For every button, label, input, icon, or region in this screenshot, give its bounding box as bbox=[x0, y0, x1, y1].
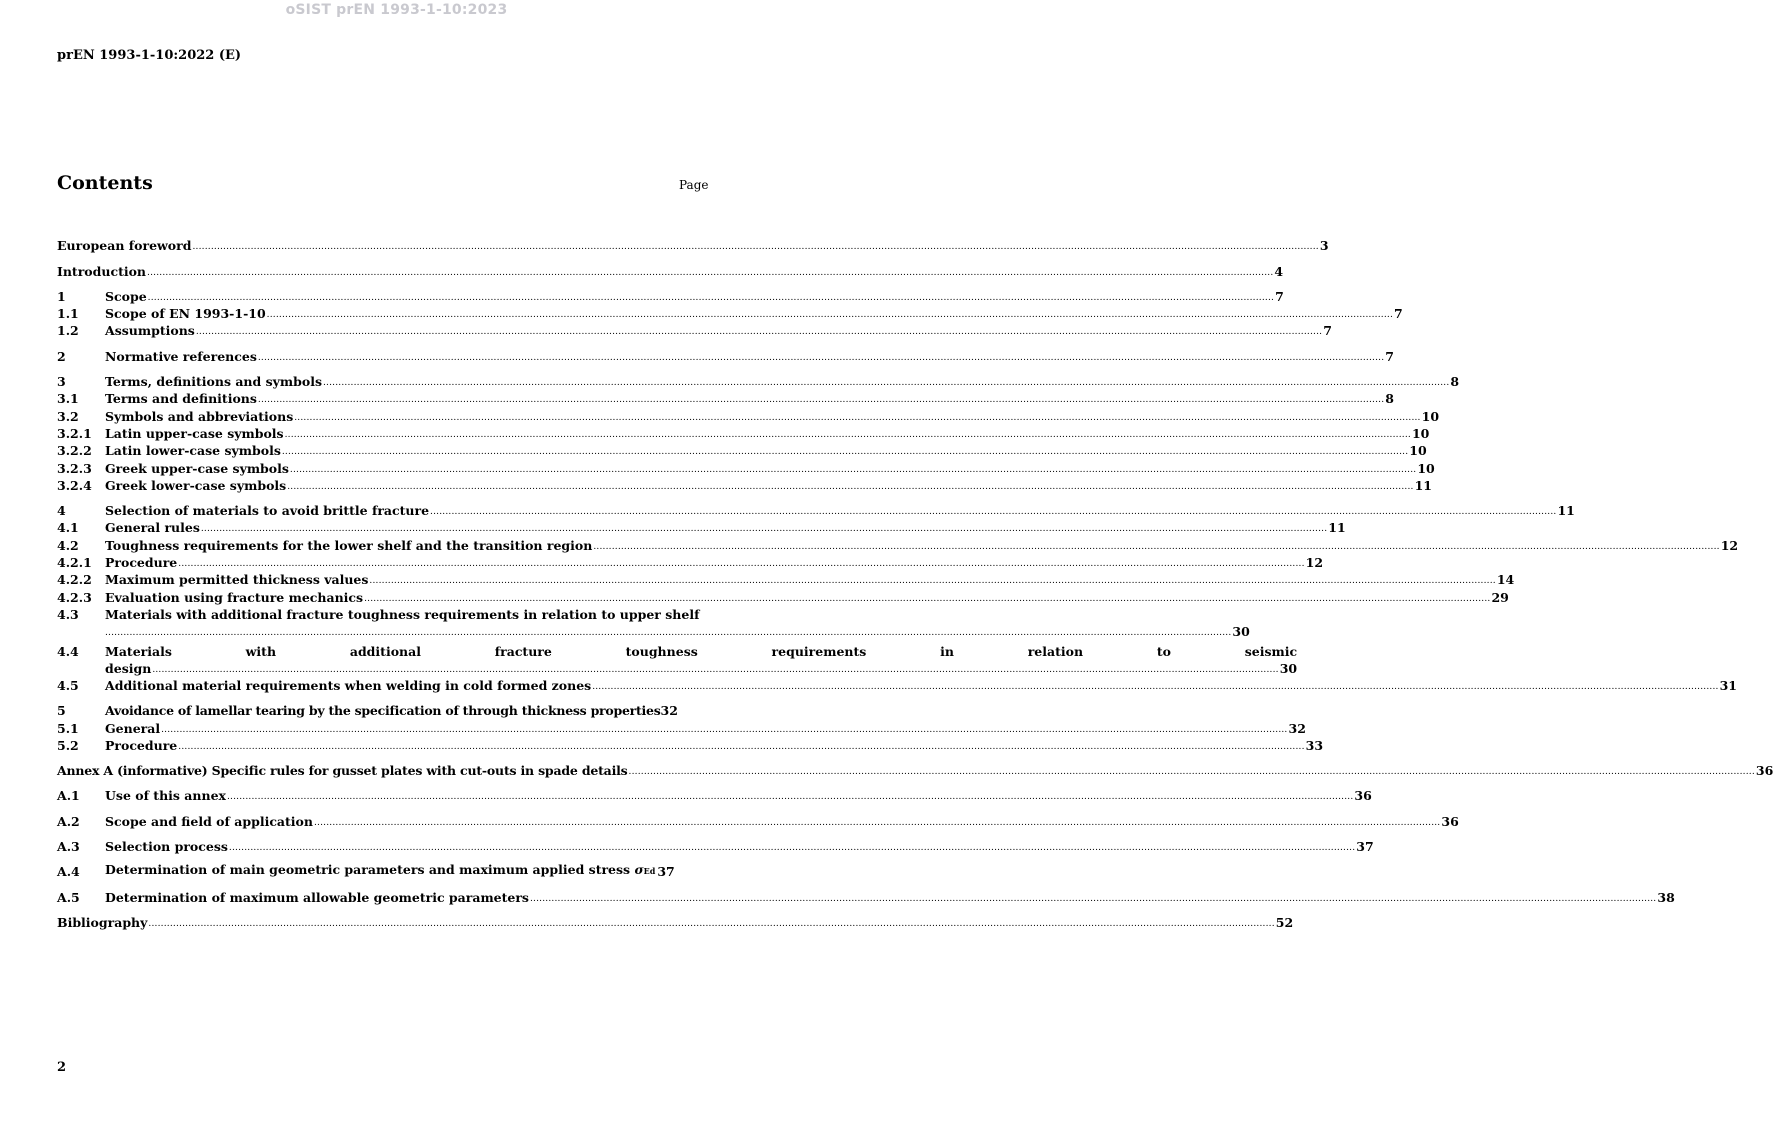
toc-entry-3-2-2[interactable] bbox=[57, 442, 1427, 459]
toc-title: Avoidance of lamellar tearing by the specification of through thickness properties bbox=[105, 703, 661, 719]
toc-title: Terms, definitions and symbols bbox=[105, 374, 322, 390]
toc-number: 1.2 bbox=[57, 323, 79, 339]
toc-title: General bbox=[105, 720, 161, 736]
toc-entry-5-2[interactable] bbox=[57, 737, 1324, 754]
toc-number: 3.2.1 bbox=[57, 425, 92, 441]
toc-title-line2: design bbox=[105, 660, 152, 676]
toc-leader: ................................................................................................................................................................................................................................................................................................................................................................................ bbox=[152, 664, 1279, 675]
toc-number: 4.4 bbox=[57, 643, 79, 659]
toc-number: 4.2 bbox=[57, 537, 79, 553]
toc-leader: ................................................................................................................................................................................................................................................................................................................................................................................ bbox=[227, 792, 1354, 803]
toc-title: Selection process bbox=[105, 839, 228, 855]
toc-leader: ................................................................................................................................................................................................................................................................................................................................................................................ bbox=[161, 724, 1288, 735]
toc-leader: ................................................................................................................................................................................................................................................................................................................................................................................ bbox=[592, 681, 1719, 692]
toc-leader: ................................................................................................................................................................................................................................................................................................................................................................................ bbox=[628, 767, 1755, 778]
toc-entry-bibliography[interactable] bbox=[57, 914, 1294, 931]
table-of-contents bbox=[57, 237, 1773, 931]
toc-number: 5 bbox=[57, 703, 66, 719]
toc-leader: ................................................................................................................................................................................................................................................................................................................................................................................ bbox=[195, 327, 1323, 338]
toc-page: 12 bbox=[1720, 537, 1739, 553]
toc-page: 8 bbox=[1385, 391, 1394, 407]
toc-title: Assumptions bbox=[105, 323, 195, 339]
toc-entry-a-1[interactable] bbox=[57, 787, 1372, 804]
toc-entry-4-2-2[interactable] bbox=[57, 571, 1515, 588]
toc-entry-4-3[interactable] bbox=[57, 606, 1250, 640]
toc-title: Greek upper-case symbols bbox=[105, 460, 289, 476]
watermark: oSIST prEN 1993-1-10:2023 bbox=[285, 2, 508, 18]
toc-entry-a-4[interactable] bbox=[57, 862, 675, 880]
toc-leader: ................................................................................................................................................................................................................................................................................................................................................................................ bbox=[178, 741, 1305, 752]
toc-entry-3-1[interactable] bbox=[57, 390, 1394, 407]
toc-title: General rules bbox=[105, 520, 200, 536]
toc-number: 3.2.2 bbox=[57, 443, 92, 459]
toc-title: Scope bbox=[105, 288, 147, 304]
toc-number: 3.2.3 bbox=[57, 460, 92, 476]
toc-number: 1.1 bbox=[57, 306, 79, 322]
toc-leader: ................................................................................................................................................................................................................................................................................................................................................................................ bbox=[313, 817, 1441, 828]
toc-leader: ................................................................................................................................................................................................................................................................................................................................................................................ bbox=[105, 627, 1232, 638]
toc-number: 4.2.2 bbox=[57, 572, 92, 588]
page-column-label: Page bbox=[679, 178, 709, 192]
toc-leader: ................................................................................................................................................................................................................................................................................................................................................................................ bbox=[228, 843, 1356, 854]
toc-page: 31 bbox=[1719, 677, 1737, 693]
toc-title: Maximum permitted thickness values bbox=[105, 572, 369, 588]
toc-page: 11 bbox=[1557, 503, 1575, 519]
toc-leader: ................................................................................................................................................................................................................................................................................................................................................................................ bbox=[593, 541, 1720, 552]
toc-entry-a-5[interactable] bbox=[57, 888, 1675, 905]
toc-page: 32 bbox=[1288, 720, 1306, 736]
toc-number: 4.2.1 bbox=[57, 555, 92, 571]
toc-page: 7 bbox=[1385, 348, 1394, 364]
toc-page: 30 bbox=[1279, 660, 1298, 676]
toc-entry-3-2-1[interactable] bbox=[57, 425, 1430, 442]
toc-entry-3-2[interactable] bbox=[57, 407, 1440, 424]
toc-title: Use of this annex bbox=[105, 788, 226, 804]
toc-entry-2[interactable] bbox=[57, 347, 1394, 364]
toc-page: 52 bbox=[1275, 914, 1294, 930]
toc-leader: ................................................................................................................................................................................................................................................................................................................................................................................ bbox=[147, 292, 1275, 303]
toc-entry-4-1[interactable] bbox=[57, 519, 1346, 536]
toc-leader: ................................................................................................................................................................................................................................................................................................................................................................................ bbox=[364, 593, 1491, 604]
toc-page: 10 bbox=[1421, 408, 1440, 424]
toc-leader: ................................................................................................................................................................................................................................................................................................................................................................................ bbox=[147, 267, 1274, 278]
toc-page: 36 bbox=[1441, 813, 1459, 829]
toc-entry-4-2[interactable] bbox=[57, 536, 1739, 553]
toc-leader: ................................................................................................................................................................................................................................................................................................................................................................................ bbox=[287, 481, 1414, 492]
toc-number: A.2 bbox=[57, 813, 80, 829]
toc-title: Introduction bbox=[57, 263, 147, 279]
toc-title: Selection of materials to avoid brittle fracture bbox=[105, 503, 430, 519]
toc-entry-1[interactable] bbox=[57, 288, 1284, 305]
toc-title: Normative references bbox=[105, 348, 257, 364]
page-number: 2 bbox=[57, 1060, 67, 1075]
toc-entry-1-2[interactable] bbox=[57, 322, 1332, 339]
toc-page: 12 bbox=[1305, 555, 1324, 571]
toc-leader: ................................................................................................................................................................................................................................................................................................................................................................................ bbox=[323, 378, 1450, 389]
toc-entry-4-2-1[interactable] bbox=[57, 554, 1324, 571]
toc-leader: ................................................................................................................................................................................................................................................................................................................................................................................ bbox=[178, 559, 1305, 570]
sigma-ed-symbol: σEd bbox=[634, 862, 656, 878]
toc-leader: ................................................................................................................................................................................................................................................................................................................................................................................ bbox=[284, 429, 1411, 440]
toc-entry-4-2-3[interactable] bbox=[57, 588, 1509, 605]
toc-page: 38 bbox=[1657, 889, 1675, 905]
toc-page: 33 bbox=[1305, 737, 1324, 753]
toc-page: 36 bbox=[1755, 763, 1773, 779]
toc-entry-3[interactable] bbox=[57, 373, 1460, 390]
toc-title: Procedure bbox=[105, 555, 178, 571]
toc-leader: ................................................................................................................................................................................................................................................................................................................................................................................ bbox=[529, 893, 1657, 904]
toc-page: 30 bbox=[1232, 623, 1250, 639]
toc-number: 2 bbox=[57, 348, 66, 364]
toc-entry-a-3[interactable] bbox=[57, 838, 1374, 855]
toc-page: 7 bbox=[1394, 306, 1403, 322]
toc-number: 3.2.4 bbox=[57, 477, 92, 493]
toc-entry-3-2-3[interactable] bbox=[57, 459, 1435, 476]
toc-entry-5[interactable] bbox=[57, 702, 678, 719]
toc-entry-4-5[interactable] bbox=[57, 677, 1737, 694]
toc-title: Evaluation using fracture mechanics bbox=[105, 589, 364, 605]
toc-entry-4-4[interactable] bbox=[57, 643, 1298, 677]
toc-page: 11 bbox=[1328, 520, 1346, 536]
toc-title: European foreword bbox=[57, 238, 192, 254]
toc-leader: ................................................................................................................................................................................................................................................................................................................................................................................ bbox=[257, 352, 1385, 363]
toc-page: 8 bbox=[1450, 374, 1460, 390]
toc-leader: ................................................................................................................................................................................................................................................................................................................................................................................ bbox=[369, 576, 1496, 587]
toc-number: 4 bbox=[57, 503, 66, 519]
toc-number: 4.1 bbox=[57, 520, 79, 536]
toc-title: Additional material requirements when welding in cold formed zones bbox=[105, 677, 592, 693]
toc-page: 36 bbox=[1354, 788, 1372, 804]
toc-title: Symbols and abbreviations bbox=[105, 408, 294, 424]
toc-number: 1 bbox=[57, 288, 66, 304]
toc-page: 10 bbox=[1409, 443, 1427, 459]
toc-page: 7 bbox=[1275, 288, 1284, 304]
toc-number: A.1 bbox=[57, 788, 80, 804]
toc-leader: ................................................................................................................................................................................................................................................................................................................................................................................ bbox=[266, 310, 1394, 321]
toc-number: 4.5 bbox=[57, 677, 79, 693]
toc-entry-1-1[interactable] bbox=[57, 305, 1403, 322]
toc-page: 10 bbox=[1411, 425, 1430, 441]
toc-leader: ................................................................................................................................................................................................................................................................................................................................................................................ bbox=[200, 524, 1328, 535]
toc-title: Bibliography bbox=[57, 914, 148, 930]
toc-leader: ................................................................................................................................................................................................................................................................................................................................................................................ bbox=[192, 242, 1319, 253]
toc-page: 4 bbox=[1274, 263, 1284, 279]
toc-page: 14 bbox=[1496, 572, 1515, 588]
toc-number: 4.2.3 bbox=[57, 589, 92, 605]
toc-page: 3 bbox=[1319, 238, 1329, 254]
toc-entry-3-2-4[interactable] bbox=[57, 477, 1432, 494]
toc-number: A.4 bbox=[57, 864, 80, 880]
toc-leader: ................................................................................................................................................................................................................................................................................................................................................................................ bbox=[430, 507, 1557, 518]
toc-entry-4[interactable] bbox=[57, 502, 1575, 519]
toc-title: Determination of maximum allowable geometric parameters bbox=[105, 889, 529, 905]
toc-number: 5.2 bbox=[57, 737, 79, 753]
toc-page: 32 bbox=[660, 703, 678, 719]
toc-title: Scope and field of application bbox=[105, 813, 313, 829]
toc-title: Procedure bbox=[105, 737, 178, 753]
toc-entry-annex-a[interactable] bbox=[57, 762, 1773, 779]
toc-title-line1: Materials with additional fracture toughness requirements in relation to seismic bbox=[105, 643, 1298, 659]
toc-entry-a-2[interactable] bbox=[57, 812, 1459, 829]
toc-page: 7 bbox=[1323, 323, 1332, 339]
toc-entry-european-foreword[interactable] bbox=[57, 237, 1329, 254]
toc-number: 3.1 bbox=[57, 391, 79, 407]
toc-leader: ................................................................................................................................................................................................................................................................................................................................................................................ bbox=[289, 464, 1417, 475]
toc-title: Latin upper-case symbols bbox=[105, 425, 284, 441]
toc-title: Determination of main geometric parameters and maximum applied stress σEd bbox=[105, 862, 656, 878]
toc-page: 37 bbox=[657, 864, 675, 880]
toc-number: A.3 bbox=[57, 839, 80, 855]
toc-leader: ................................................................................................................................................................................................................................................................................................................................................................................ bbox=[148, 918, 1275, 929]
toc-number: A.5 bbox=[57, 889, 80, 905]
toc-title: Greek lower-case symbols bbox=[105, 477, 287, 493]
toc-number: 3 bbox=[57, 374, 66, 390]
toc-leader: ................................................................................................................................................................................................................................................................................................................................................................................ bbox=[294, 412, 1421, 423]
toc-number: 4.3 bbox=[57, 606, 79, 622]
toc-number: 5.1 bbox=[57, 720, 79, 736]
toc-entry-introduction[interactable] bbox=[57, 262, 1284, 279]
toc-title: Annex A (informative) Specific rules for gusset plates with cut-outs in spade details bbox=[57, 763, 628, 779]
toc-title: Materials with additional fracture toughness requirements in relation to upper shelf bbox=[105, 606, 700, 622]
toc-title: Toughness requirements for the lower shelf and the transition region bbox=[105, 537, 593, 553]
toc-leader: ................................................................................................................................................................................................................................................................................................................................................................................ bbox=[257, 395, 1385, 406]
toc-leader: ................................................................................................................................................................................................................................................................................................................................................................................ bbox=[281, 447, 1409, 458]
toc-title: Scope of EN 1993-1-10 bbox=[105, 306, 266, 322]
toc-page: 11 bbox=[1414, 477, 1432, 493]
toc-entry-5-1[interactable] bbox=[57, 719, 1306, 736]
toc-page: 37 bbox=[1356, 839, 1374, 855]
toc-number: 3.2 bbox=[57, 408, 79, 424]
toc-page: 10 bbox=[1417, 460, 1435, 476]
document-id: prEN 1993-1-10:2022 (E) bbox=[57, 48, 242, 63]
toc-title: Latin lower-case symbols bbox=[105, 443, 281, 459]
contents-title: Contents bbox=[57, 172, 153, 194]
toc-title: Terms and definitions bbox=[105, 391, 257, 407]
toc-page: 29 bbox=[1491, 589, 1509, 605]
